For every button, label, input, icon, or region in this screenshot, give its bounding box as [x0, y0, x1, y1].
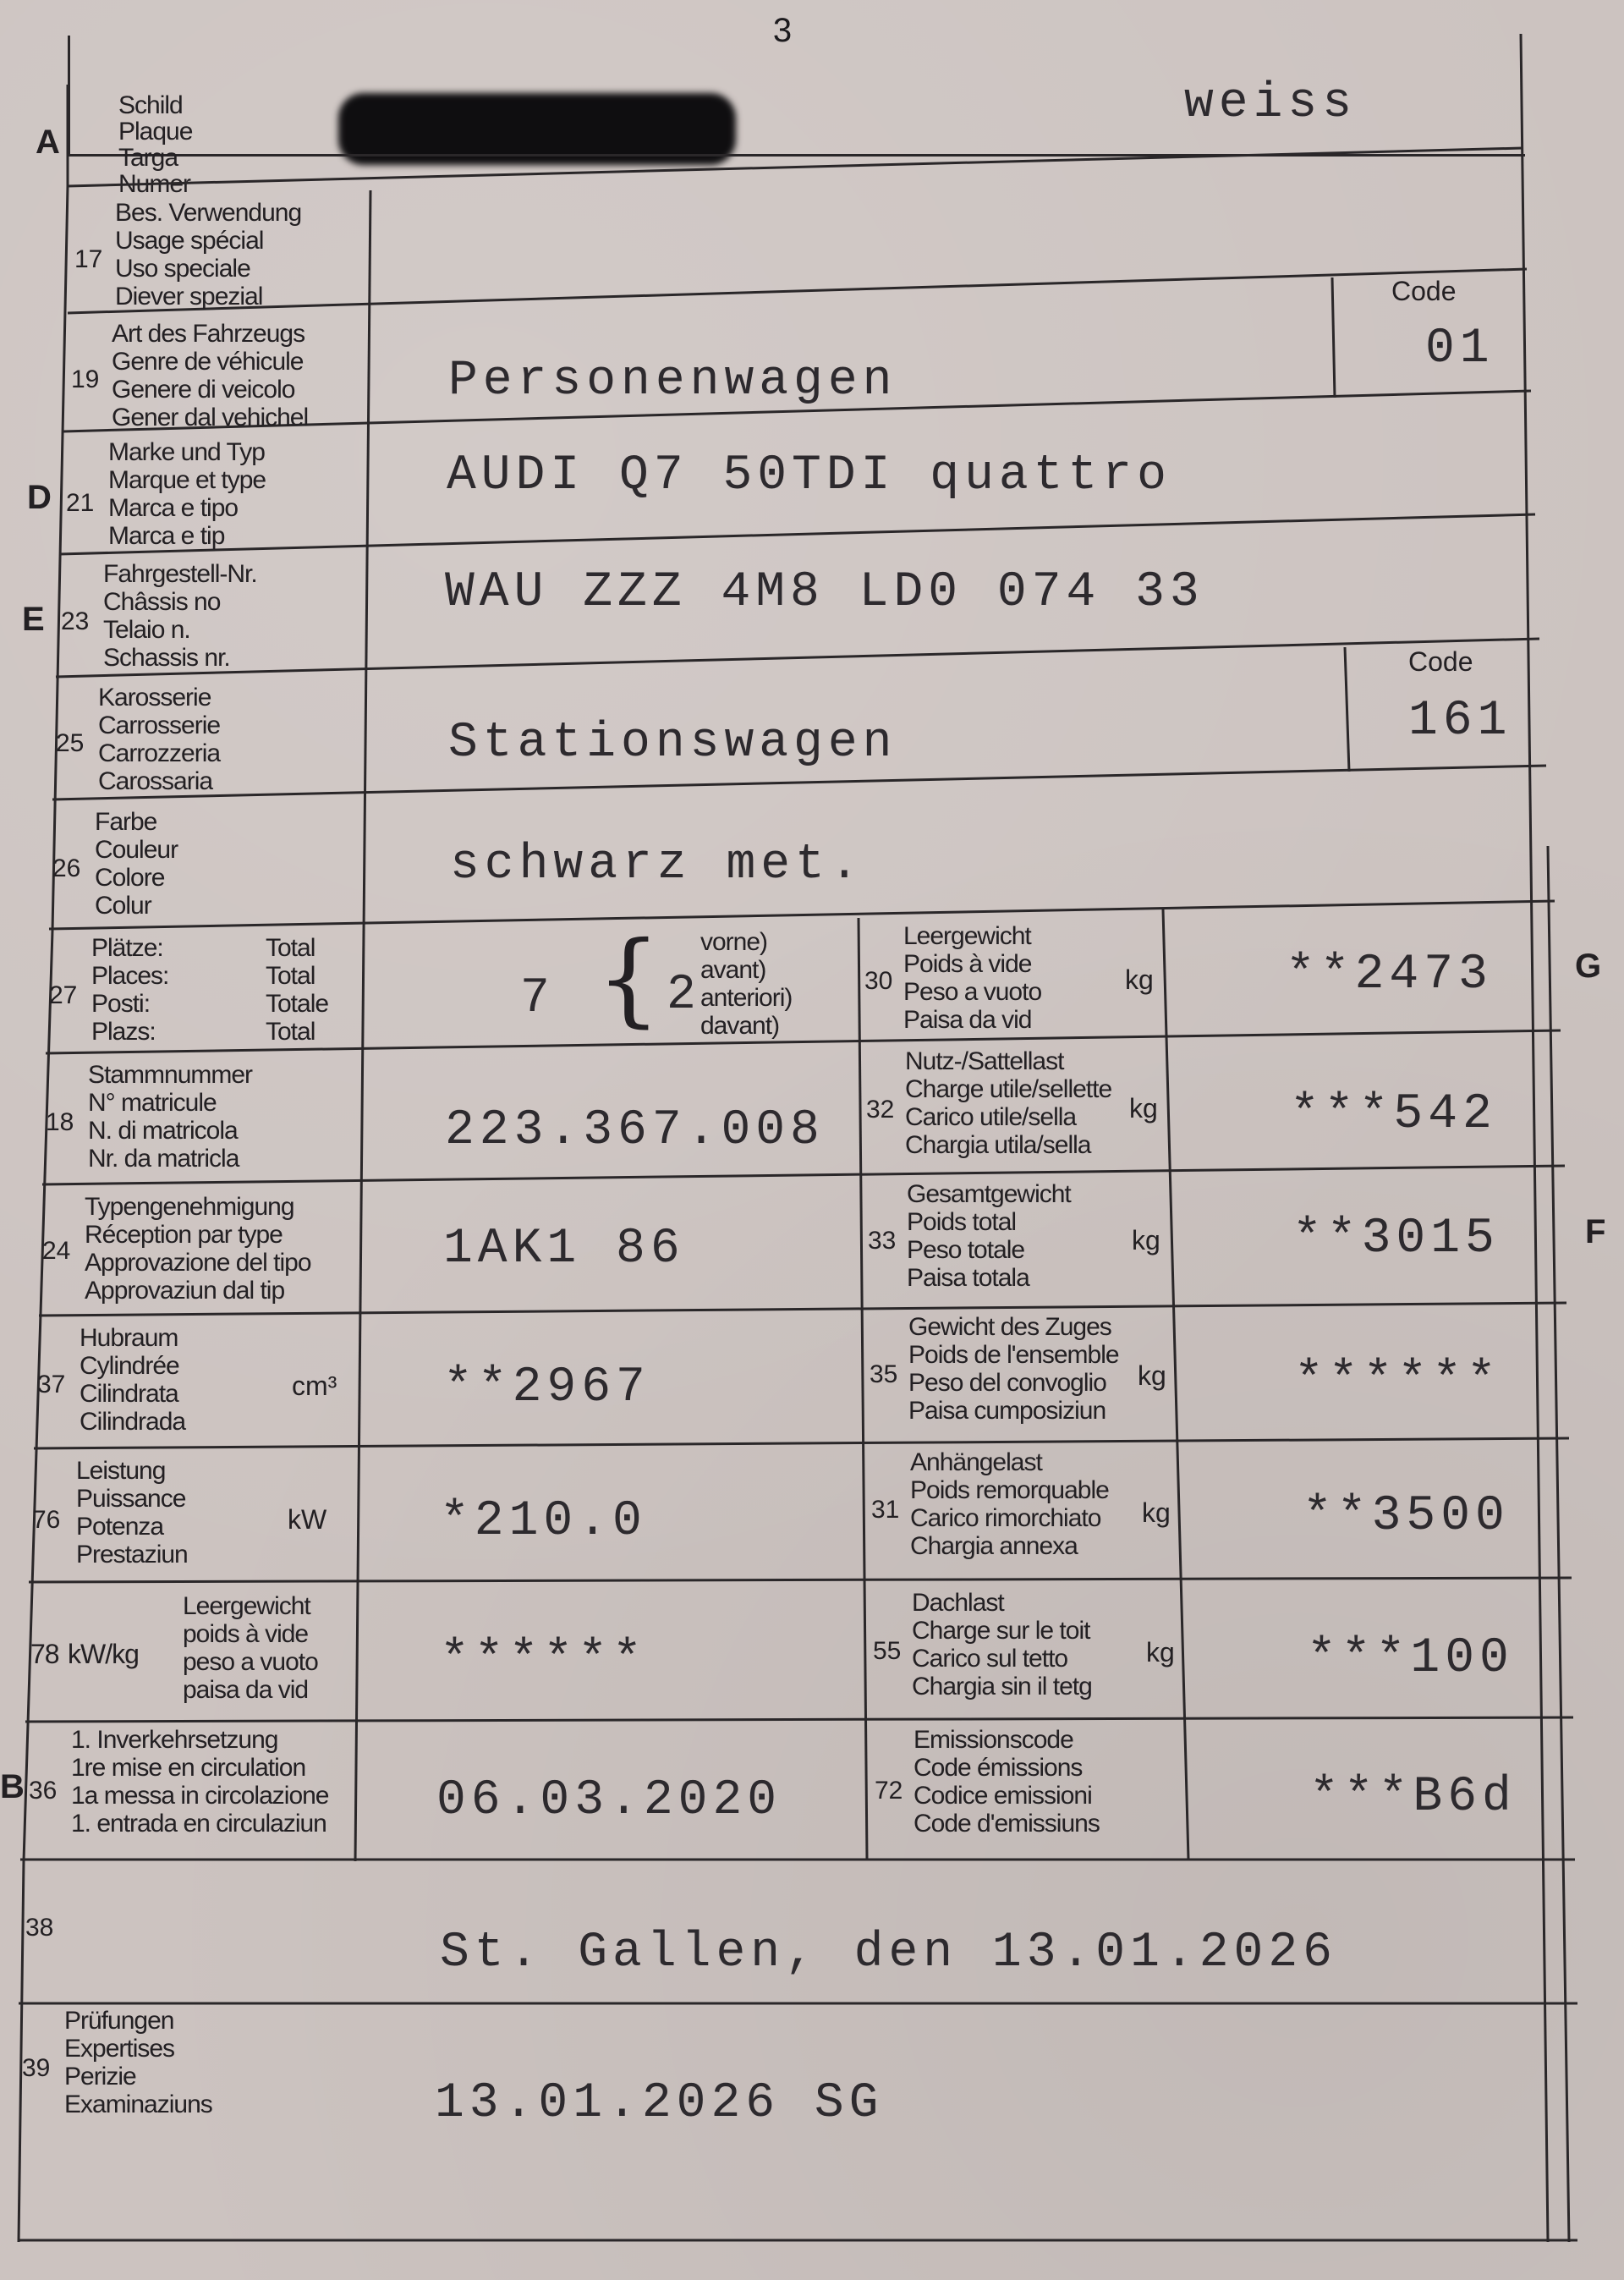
field-72-label-it: Codice emissioni — [914, 1782, 1092, 1810]
field-39-value: 13.01.2026 SG — [435, 2076, 884, 2131]
field-35-value: ****** — [1294, 1354, 1501, 1409]
field-30-label-fr: Poids à vide — [903, 950, 1032, 978]
field-78-label-rm: paisa da vid — [183, 1676, 309, 1704]
field-17-label-rm: Diever spezial — [115, 283, 263, 310]
field-19-number: 19 — [71, 365, 100, 393]
field-31-value: **3500 — [1303, 1489, 1510, 1544]
field-27-total-fr: Total — [266, 962, 315, 990]
field-76-unit: kW — [288, 1504, 327, 1535]
field-33-label-de: Gesamtgewicht — [907, 1180, 1071, 1208]
field-32-label-rm: Chargia utila/sella — [905, 1131, 1091, 1159]
field-31-label-it: Carico rimorchiato — [910, 1504, 1101, 1532]
field-76-label-rm: Prestaziun — [76, 1541, 188, 1569]
field-24-label-rm: Approvaziun dal tip — [85, 1277, 285, 1305]
field-18-label-de: Stammnummer — [88, 1061, 253, 1089]
field-19-value: Personenwagen — [448, 354, 897, 409]
field-27-label-fr: Places: — [91, 962, 169, 990]
field-78-label-fr: poids à vide — [183, 1620, 309, 1648]
field-36-label-fr: 1re mise en circulation — [71, 1754, 306, 1782]
field-32-label-de: Nutz-/Sattellast — [905, 1047, 1064, 1075]
field-19-label-rm: Gener dal vehichel — [112, 404, 309, 431]
field-23-number: 23 — [61, 607, 90, 635]
field-31-label-fr: Poids remorquable — [910, 1476, 1109, 1504]
field-32-value: ***542 — [1290, 1087, 1497, 1142]
field-37-label-rm: Cilindrada — [80, 1408, 186, 1436]
field-35-label-de: Gewicht des Zuges — [908, 1313, 1111, 1341]
field-72-label-fr: Code émissions — [914, 1754, 1083, 1782]
field-39-number: 39 — [22, 2054, 51, 2082]
field-78-label-de: Leergewicht — [183, 1592, 310, 1620]
field-27-total-rm: Total — [266, 1018, 315, 1046]
field-55-number: 55 — [873, 1637, 902, 1665]
field-35-label-it: Peso del convoglio — [908, 1369, 1106, 1397]
field-37-label-fr: Cylindrée — [80, 1352, 179, 1380]
edge-marker-a: A — [36, 124, 60, 161]
field-26-label-fr: Couleur — [95, 836, 178, 864]
field-21-value: AUDI Q7 50TDI quattro — [447, 448, 1171, 503]
field-32-label-fr: Charge utile/sellette — [905, 1075, 1112, 1103]
field-17-label-it: Uso speciale — [115, 255, 250, 283]
edge-marker-e: E — [22, 601, 45, 638]
field-37-unit: cm³ — [292, 1371, 337, 1401]
field-27-total-it: Totale — [266, 990, 329, 1018]
field-15-label-de: Schild — [118, 91, 183, 119]
field-31-unit: kg — [1142, 1497, 1171, 1528]
field-25-label-rm: Carossaria — [98, 767, 213, 795]
edge-marker-d: D — [27, 479, 52, 516]
field-24-number: 24 — [42, 1237, 71, 1265]
field-37-label-it: Cilindrata — [80, 1380, 178, 1408]
field-33-label-fr: Poids total — [907, 1208, 1017, 1236]
field-30-unit: kg — [1125, 964, 1154, 995]
field-78-unit-prefix: kW/kg — [68, 1639, 139, 1669]
field-33-unit: kg — [1132, 1225, 1160, 1255]
field-17-label-de: Bes. Verwendung — [115, 199, 302, 227]
field-35-number: 35 — [870, 1360, 898, 1388]
field-27-front-rm: davant) — [700, 1012, 780, 1040]
field-31-label-rm: Chargia annexa — [910, 1532, 1078, 1560]
field-24-label-it: Approvazione del tipo — [85, 1249, 311, 1277]
field-15-label-it: Targa — [118, 144, 178, 172]
field-27-seats-front: 2 — [667, 968, 696, 1023]
field-26-number: 26 — [52, 854, 81, 882]
field-24-value: 1AK1 86 — [443, 1222, 685, 1277]
field-55-label-de: Dachlast — [912, 1589, 1004, 1617]
field-18-number: 18 — [46, 1108, 74, 1136]
field-30-value: **2473 — [1286, 948, 1493, 1003]
field-30-label-it: Peso a vuoto — [903, 978, 1042, 1006]
field-36-label-de: 1. Inverkehrsetzung — [71, 1726, 278, 1754]
field-36-value: 06.03.2020 — [436, 1773, 782, 1828]
field-25-label-fr: Carrosserie — [98, 711, 221, 739]
field-25-code: 161 — [1408, 694, 1512, 749]
field-18-label-fr: N° matricule — [88, 1089, 217, 1117]
field-23-label-fr: Châssis no — [103, 588, 221, 616]
field-37-number: 37 — [37, 1371, 66, 1398]
field-76-label-it: Potenza — [76, 1513, 164, 1541]
field-76-number: 76 — [32, 1506, 61, 1534]
edge-marker-b: B — [0, 1768, 25, 1805]
field-32-unit: kg — [1129, 1093, 1158, 1124]
field-78-label-it: peso a vuoto — [183, 1648, 318, 1676]
field-36-label-it: 1a messa in circolazione — [71, 1782, 329, 1810]
field-19-label-de: Art des Fahrzeugs — [112, 320, 305, 348]
field-55-unit: kg — [1146, 1637, 1175, 1667]
field-72-number: 72 — [875, 1777, 903, 1805]
field-32-number: 32 — [866, 1096, 895, 1124]
field-18-label-it: N. di matricola — [88, 1117, 238, 1145]
field-72-label-de: Emissionscode — [914, 1726, 1073, 1754]
field-39-label-rm: Examinaziuns — [64, 2090, 212, 2118]
field-26-label-rm: Colur — [95, 892, 151, 920]
field-21-label-fr: Marque et type — [108, 466, 266, 494]
field-17-number: 17 — [74, 245, 103, 273]
field-32-label-it: Carico utile/sella — [905, 1103, 1077, 1131]
field-55-label-it: Carico sul tetto — [912, 1645, 1068, 1673]
field-33-label-rm: Paisa totala — [907, 1264, 1029, 1292]
field-25-code-label: Code — [1408, 646, 1473, 677]
field-15-value: weiss — [1184, 76, 1358, 131]
field-37-value: **2967 — [443, 1360, 650, 1415]
field-24-label-fr: Réception par type — [85, 1221, 283, 1249]
field-33-number: 33 — [868, 1227, 897, 1255]
field-19-code: 01 — [1425, 321, 1495, 376]
field-27-number: 27 — [49, 981, 78, 1009]
field-23-label-it: Telaio n. — [103, 616, 190, 644]
brace-symbol: { — [596, 920, 661, 1038]
edge-marker-g: G — [1575, 948, 1602, 985]
field-55-label-rm: Chargia sin il tetg — [912, 1673, 1092, 1700]
field-21-label-de: Marke und Typ — [108, 438, 265, 466]
field-27-front-de: vorne) — [700, 928, 768, 956]
field-25-label-de: Karosserie — [98, 684, 211, 711]
field-39-label-de: Prüfungen — [64, 2007, 174, 2035]
field-15-label-fr: Plaque — [118, 118, 193, 146]
field-27-label-it: Posti: — [91, 990, 151, 1018]
field-15-label-rm: Numer — [118, 170, 191, 198]
field-30-label-de: Leergewicht — [903, 922, 1031, 950]
field-26-label-de: Farbe — [95, 808, 157, 836]
field-24-label-de: Typengenehmigung — [85, 1193, 294, 1221]
field-27-seats-total: 7 — [520, 971, 555, 1026]
field-21-number: 21 — [66, 489, 95, 517]
field-35-label-rm: Paisa cumposiziun — [908, 1397, 1106, 1425]
field-78-value: ****** — [440, 1633, 647, 1688]
field-18-value: 223.367.008 — [445, 1103, 825, 1158]
field-76-label-de: Leistung — [76, 1457, 166, 1485]
field-19-code-label: Code — [1391, 276, 1457, 306]
field-38-value: St. Gallen, den 13.01.2026 — [440, 1926, 1337, 1981]
field-35-unit: kg — [1138, 1360, 1166, 1391]
field-25-value: Stationswagen — [448, 716, 897, 771]
field-25-label-it: Carrozzeria — [98, 739, 221, 767]
field-37-label-de: Hubraum — [80, 1324, 178, 1352]
edge-marker-f: F — [1585, 1213, 1606, 1250]
field-23-label-de: Fahrgestell-Nr. — [103, 560, 257, 588]
field-17-label-fr: Usage spécial — [115, 227, 264, 255]
field-30-label-rm: Paisa da vid — [903, 1006, 1032, 1034]
field-27-front-fr: avant) — [700, 956, 766, 984]
field-21-label-it: Marca e tipo — [108, 494, 239, 522]
field-26-value: schwarz met. — [450, 838, 864, 893]
field-33-value: **3015 — [1292, 1211, 1500, 1266]
field-25-number: 25 — [56, 729, 85, 757]
field-76-label-fr: Puissance — [76, 1485, 186, 1513]
field-36-number: 36 — [29, 1777, 58, 1805]
field-55-value: ***100 — [1307, 1631, 1514, 1686]
field-39-label-fr: Expertises — [64, 2035, 175, 2063]
field-72-value: ***B6d — [1309, 1770, 1517, 1825]
field-27-label-rm: Plazs: — [91, 1018, 156, 1046]
field-26-label-it: Colore — [95, 864, 165, 892]
field-30-number: 30 — [864, 967, 893, 995]
field-31-number: 31 — [871, 1496, 900, 1524]
field-19-label-it: Genere di veicolo — [112, 376, 295, 404]
field-31-label-de: Anhängelast — [910, 1448, 1042, 1476]
page-number: 3 — [772, 12, 793, 49]
field-39-label-it: Perizie — [64, 2063, 136, 2090]
field-76-value: *210.0 — [440, 1494, 647, 1549]
field-35-label-fr: Poids de l'ensemble — [908, 1341, 1119, 1369]
field-27-label-de: Plätze: — [91, 934, 163, 962]
field-27-total-de: Total — [266, 934, 315, 962]
field-55-label-fr: Charge sur le toit — [912, 1617, 1090, 1645]
field-33-label-it: Peso totale — [907, 1236, 1025, 1264]
field-21-label-rm: Marca e tip — [108, 522, 225, 550]
field-38-number: 38 — [25, 1914, 54, 1942]
field-78-number: 78 — [30, 1639, 59, 1669]
field-23-label-rm: Schassis nr. — [103, 644, 230, 672]
field-27-front-it: anteriori) — [700, 984, 793, 1012]
field-36-label-rm: 1. entrada en circulaziun — [71, 1810, 326, 1838]
field-18-label-rm: Nr. da matricla — [88, 1145, 239, 1173]
field-19-label-fr: Genre de véhicule — [112, 348, 304, 376]
field-72-label-rm: Code d'emissiuns — [914, 1810, 1100, 1838]
field-23-value: WAU ZZZ 4M8 LD0 074 33 — [445, 565, 1204, 620]
